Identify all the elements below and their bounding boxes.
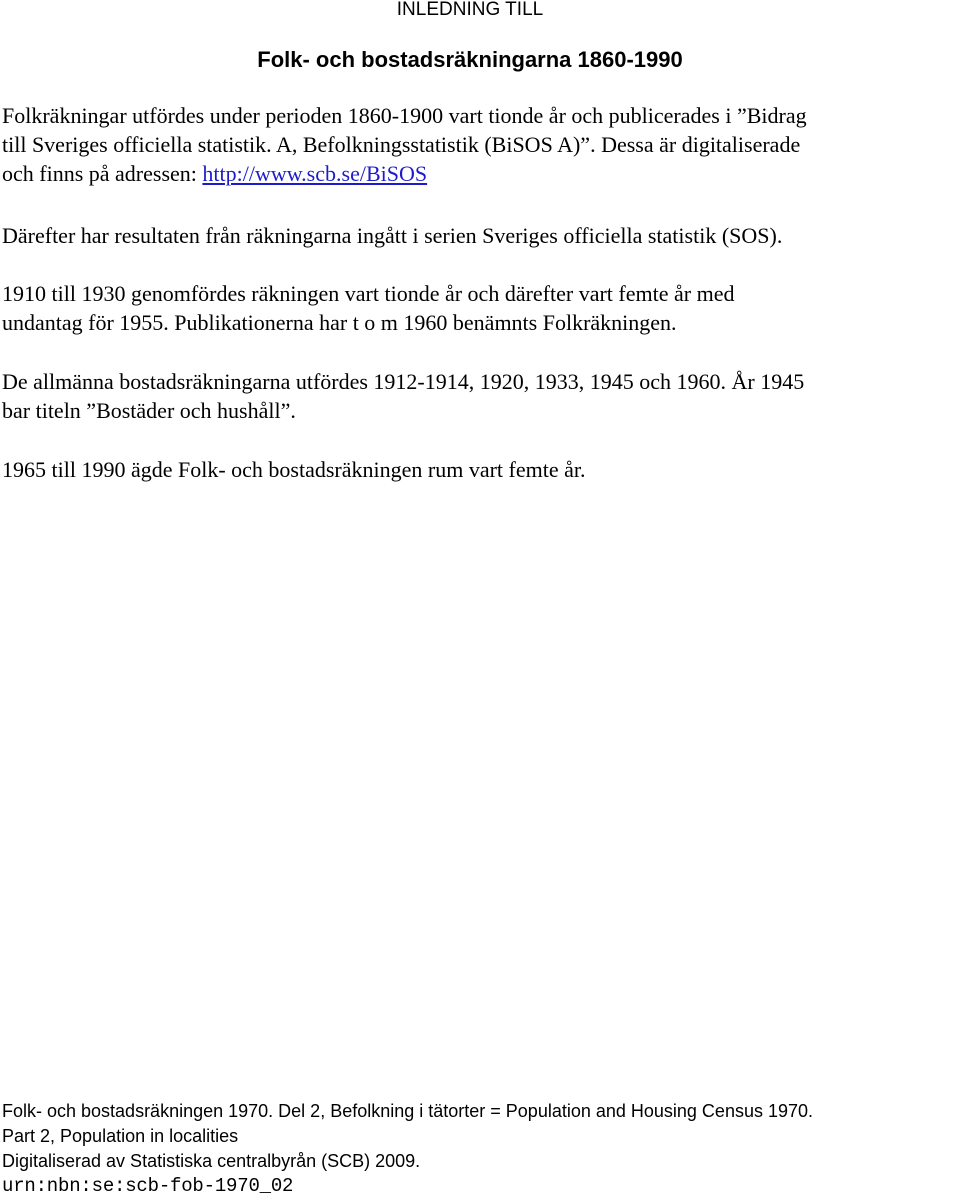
paragraph-line [2, 159, 946, 188]
paragraph-line: Folkräkningar utfördes under perioden 1860-1900 vart tionde år och publicerades i ”Bidrag [2, 103, 807, 128]
footer-line: Part 2, Population in localities [2, 1126, 239, 1146]
paragraph-text: och finns på adressen: [2, 161, 203, 186]
paragraph-line: bar titeln ”Bostäder och hushåll”. [2, 398, 296, 423]
footer-line: Folk- och bostadsräkningen 1970. Del 2, Befolkning i tätorter = Population and Housing Census 1970. [2, 1101, 814, 1121]
paragraph-folkrakningen [2, 279, 946, 337]
paragraph-1965-1990 [2, 455, 946, 484]
paragraph-line: Därefter har resultaten från räkningarna ingått i serien Sveriges officiella statistik (SOS). [2, 223, 783, 248]
paragraph-line: till Sveriges officiella statistik. A, Befolkningsstatistik (BiSOS A)”. Dessa är digitaliserade [2, 132, 801, 157]
header-label: INLEDNING TILL [396, 0, 544, 20]
bisos-link[interactable]: http://www.scb.se/BiSOS [202, 161, 428, 186]
paragraph-sos [2, 221, 946, 250]
footer-citation [2, 1099, 958, 1199]
footer-line: Digitaliserad av Statistiska centralbyrån (SCB) 2009. [2, 1151, 421, 1171]
paragraph-line: 1910 till 1930 genomfördes räkningen vart tionde år och därefter vart femte år med [2, 281, 735, 306]
paragraph-line: undantag för 1955. Publikationerna har t o m 1960 benämnts Folkräkningen. [2, 310, 677, 335]
paragraph-bostadsrakningar [2, 367, 946, 425]
paragraph-bisos [2, 101, 946, 188]
document-title: Folk- och bostadsräkningarna 1860-1990 [257, 47, 683, 72]
urn-identifier: urn:nbn:se:scb-fob-1970_02 [2, 1175, 294, 1197]
paragraph-line: De allmänna bostadsräkningarna utfördes 1912-1914, 1920, 1933, 1945 och 1960. År 1945 [2, 369, 805, 394]
paragraph-line: 1965 till 1990 ägde Folk- och bostadsräkningen rum vart femte år. [2, 457, 586, 482]
